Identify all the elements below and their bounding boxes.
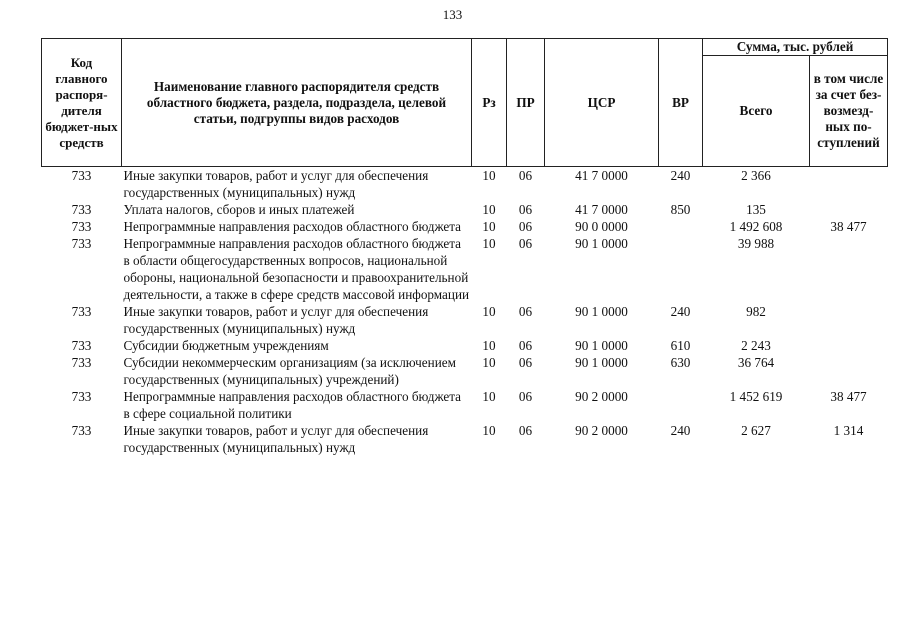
cell-rz: 10: [482, 338, 496, 353]
cell-code: 733: [71, 355, 92, 370]
cell-code: 733: [71, 219, 92, 234]
cell-free: [810, 201, 888, 218]
cell-free: [810, 235, 888, 303]
cell-csr: 90 0 0000: [575, 219, 628, 234]
cell-csr: 41 7 0000: [575, 168, 628, 183]
cell-rz: 10: [482, 389, 496, 404]
cell-code: 733: [71, 304, 92, 319]
table-row: [42, 218, 888, 235]
page-number: 133: [442, 7, 463, 22]
cell-rz: 10: [482, 355, 496, 370]
cell-csr: 90 2 0000: [575, 389, 628, 404]
cell-pr: 06: [518, 389, 533, 404]
table-row: [42, 167, 888, 202]
table-body: [42, 167, 888, 457]
cell-csr: 90 1 0000: [575, 355, 628, 370]
cell-rz: 10: [482, 236, 496, 251]
cell-code: 733: [71, 168, 92, 183]
cell-total: 1 492 608: [729, 219, 783, 234]
cell-rz: 10: [482, 168, 496, 183]
cell-vr: [659, 218, 703, 235]
header-code: Код главного распоря-дителя бюджет-ных средств: [42, 39, 122, 167]
cell-vr: 610: [670, 338, 691, 353]
cell-total: 1 452 619: [729, 389, 783, 404]
cell-rz: 10: [482, 423, 496, 438]
cell-free: [810, 303, 888, 337]
cell-csr: 41 7 0000: [575, 202, 628, 217]
cell-pr: 06: [518, 202, 533, 217]
cell-pr: 06: [518, 219, 533, 234]
header-rz: Рз: [472, 39, 507, 167]
cell-free: 1 314: [833, 423, 864, 438]
cell-code: 733: [71, 236, 92, 251]
cell-name: Непрограммные направления расходов областного бюджета в сфере социальной политики: [123, 389, 462, 421]
cell-rz: 10: [482, 304, 496, 319]
table-row: [42, 201, 888, 218]
cell-pr: 06: [518, 355, 533, 370]
cell-name: Иные закупки товаров, работ и услуг для обеспечения государственных (муниципальных) нужд: [123, 423, 429, 455]
cell-vr: 240: [670, 304, 691, 319]
cell-total: 36 764: [737, 355, 775, 370]
table-row: [42, 303, 888, 337]
table-row: [42, 337, 888, 354]
cell-free: [810, 167, 888, 202]
cell-csr: 90 1 0000: [575, 338, 628, 353]
header-vr: ВР: [659, 39, 703, 167]
cell-name: Непрограммные направления расходов областного бюджета: [123, 219, 462, 234]
table-row: [42, 422, 888, 456]
cell-rz: 10: [482, 219, 496, 234]
cell-vr: 240: [670, 423, 691, 438]
cell-csr: 90 1 0000: [575, 236, 628, 251]
cell-name: Уплата налогов, сборов и иных платежей: [123, 202, 355, 217]
cell-free: 38 477: [830, 389, 867, 404]
budget-table: [41, 38, 888, 456]
cell-total: 2 366: [741, 168, 771, 183]
cell-csr: 90 1 0000: [575, 304, 628, 319]
cell-name: Субсидии некоммерческим организациям (за исключением государственных (муниципальных) учреждений): [123, 355, 456, 387]
header-sum: Сумма, тыс. рублей: [703, 39, 888, 56]
cell-pr: 06: [518, 338, 533, 353]
cell-vr: 850: [670, 202, 691, 217]
cell-total: 135: [746, 202, 766, 217]
cell-total: 2 243: [741, 338, 771, 353]
cell-vr: [659, 388, 703, 422]
cell-code: 733: [71, 202, 92, 217]
cell-total: 2 627: [741, 423, 771, 438]
header-name: Наименование главного распорядителя средств областного бюджета, раздела, подраздела, целевой статьи, подгруппы видов расходов: [122, 39, 472, 167]
cell-name: Иные закупки товаров, работ и услуг для обеспечения государственных (муниципальных) нужд: [123, 168, 429, 200]
cell-name: Субсидии бюджетным учреждениям: [123, 338, 329, 353]
cell-code: 733: [71, 338, 92, 353]
header-total: Всего: [703, 56, 810, 167]
cell-vr: 630: [670, 355, 691, 370]
cell-free: [810, 337, 888, 354]
cell-rz: 10: [482, 202, 496, 217]
table-header: [42, 39, 888, 167]
header-csr: ЦСР: [545, 39, 659, 167]
cell-free: 38 477: [830, 219, 867, 234]
cell-free: [810, 354, 888, 388]
table-row: [42, 235, 888, 303]
cell-pr: 06: [518, 423, 533, 438]
cell-total: 39 988: [737, 236, 775, 251]
cell-total: 982: [746, 304, 766, 319]
header-pr: ПР: [507, 39, 545, 167]
cell-vr: [659, 235, 703, 303]
cell-csr: 90 2 0000: [575, 423, 628, 438]
table-row: [42, 354, 888, 388]
cell-vr: 240: [670, 168, 691, 183]
cell-name: Иные закупки товаров, работ и услуг для обеспечения государственных (муниципальных) нужд: [123, 304, 429, 336]
cell-code: 733: [71, 389, 92, 404]
header-free: в том числе за счет без-возмезд-ных по-ступлений: [810, 56, 888, 167]
cell-code: 733: [71, 423, 92, 438]
cell-pr: 06: [518, 236, 533, 251]
cell-name: Непрограммные направления расходов областного бюджета в области общегосударственных вопросов, национальной обороны, национальной безопасности и правоохранительной деятельности, а также в сфере средств массовой информации: [123, 236, 470, 302]
cell-pr: 06: [518, 168, 533, 183]
cell-pr: 06: [518, 304, 533, 319]
table-row: [42, 388, 888, 422]
